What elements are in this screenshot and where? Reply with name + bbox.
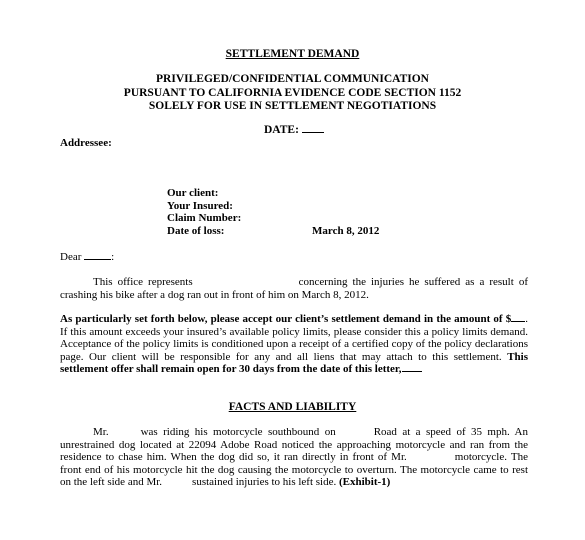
date-of-loss-value: March 8, 2012 <box>312 225 380 237</box>
your-insured-label: Your Insured: <box>167 200 233 212</box>
salutation <box>60 251 114 263</box>
facts-text-2: was riding his motorcycle southbound on <box>140 426 336 438</box>
addressee-label: Addressee: <box>60 137 112 149</box>
date-line <box>264 124 324 136</box>
amount-blank <box>511 321 525 322</box>
date-label: DATE: <box>264 124 299 136</box>
facts-text-4: motorcycle. The front end of his motorcycle hit the dog causing the motorcycle to overturn. The motorcycle came to rest on the left side and Mr. <box>60 451 528 489</box>
claim-number-label: Claim Number: <box>167 212 242 224</box>
demand-tail: This settlement offer shall remain open for 30 days from the date of this letter, <box>60 350 528 376</box>
intro-text-1: This office represents <box>93 276 193 288</box>
date-tail-blank <box>402 371 422 372</box>
facts-text-5: sustained injuries to his left side. <box>192 476 337 489</box>
exhibit-reference: (Exhibit-1) <box>339 476 391 489</box>
header-line-3: SOLELY FOR USE IN SETTLEMENT NEGOTIATIONS <box>148 100 437 112</box>
facts-text-3: Road at a speed of 35 mph. An unrestrained dog located at 22094 Adobe Road noticed the approaching motorcycle and ran from the residence to chase him. When the dog did so, it ran directly in front of Mr. <box>60 426 528 464</box>
facts-paragraph <box>60 426 528 489</box>
header-line-1: PRIVILEGED/CONFIDENTIAL COMMUNICATION <box>156 73 429 85</box>
demand-paragraph <box>60 313 528 376</box>
salutation-text: Dear <box>60 251 82 263</box>
date-of-loss-label: Date of loss: <box>167 225 225 237</box>
facts-text-1: Mr. <box>93 426 109 438</box>
salutation-colon: : <box>111 251 115 263</box>
intro-paragraph <box>60 276 528 301</box>
facts-heading: FACTS AND LIABILITY <box>228 401 357 413</box>
intro-text-2: concerning the injuries he suffered as a result of crashing his bike after a dog ran out in front of him on March 8, 2012. <box>60 276 528 301</box>
demand-lead: As particularly set forth below, please accept our client’s settlement demand in the amount of $ <box>60 313 512 325</box>
demand-body: . If this amount exceeds your insured’s available policy limits, please consider this a policy limits demand. Acceptance of the policy limits is conditioned upon a receipt of a certified copy of the policy declarations page. Our client will be responsible for any and all liens that may attach to this settlement. <box>60 313 528 363</box>
header-line-2: PURSUANT TO CALIFORNIA EVIDENCE CODE SECTION 1152 <box>123 87 462 99</box>
date-blank <box>302 132 324 133</box>
salutation-blank <box>84 259 111 260</box>
document-title: SETTLEMENT DEMAND <box>225 48 360 60</box>
our-client-label: Our client: <box>167 187 219 199</box>
